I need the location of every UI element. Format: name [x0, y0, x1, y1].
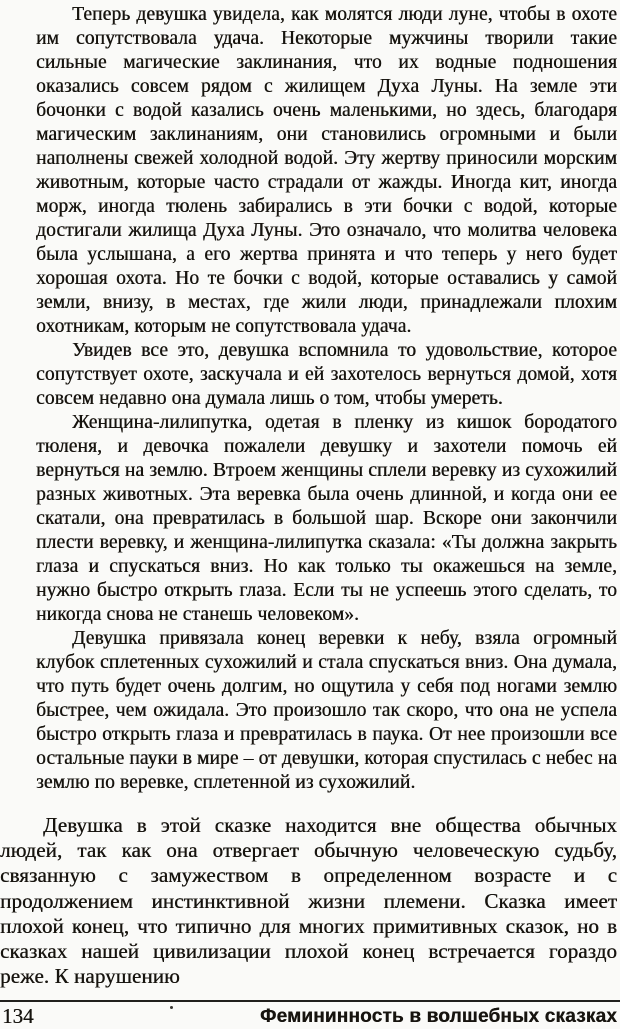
running-title: Фемининность в волшебных сказках	[260, 1006, 617, 1027]
story-excerpt	[36, 3, 617, 795]
story-paragraph-4: Девушка привязала конец веревки к небу, взяла огромный клубок сплетенных сухожилий и стала спускаться вниз. Она думала, что путь будет очень долгим, но ощутила у себя под ногами землю быстрее, чем ожидала. Это произошло так скоро, что она не успела быстро открыть глаза и превратилась в паука. От нее произошли все остальные пауки в мире – от девушки, которая спустилась с небес на землю по веревке, сплетенной из сухожилий.	[36, 628, 617, 793]
page-footer	[0, 1000, 620, 1029]
text-block	[0, 3, 617, 989]
commentary-paragraph: Девушка в этой сказке находится вне общества обычных людей, так как она отвергает обычную человеческую судьбу, связанную с замужеством в определенном возрасте и с продолжением инстинктивной жизни племени. Сказка имеет плохой конец, что типично для многих примитивных сказок, но в сказках нашей цивилизации плохой конец встречается гораздо реже. К нарушению	[0, 813, 617, 989]
story-paragraph-2: Увидев все это, девушка вспомнила то удовольствие, которое сопутствует охоте, заскучала и ей захотелось вернуться домой, хотя совсем недавно она думала лишь о том, чтобы умереть.	[36, 340, 617, 409]
story-paragraph-3: Женщина-лилипутка, одетая в пленку из кишок бородатого тюленя, и девочка пожалели девушку и захотели помочь ей вернуться на землю. Втроем женщины сплели веревку из сухожилий разных животных. Эта веревка была очень длинной, и когда они ее скатали, она превратилась в большой шар. Вскоре они закончили плести веревку, и женщина-лилипутка сказала: «Ты должна закрыть глаза и спускаться вниз. Но как только ты окажешься на земле, нужно быстро открыть глаза. Если ты не успеешь этого сделать, то никогда снова не станешь человеком».	[36, 412, 617, 625]
page-number: 134	[2, 1004, 34, 1028]
commentary	[0, 813, 617, 989]
story-paragraph-1: Теперь девушка увидела, как молятся люди луне, чтобы в охоте им сопутствовала удача. Некоторые мужчины творили такие сильные магические заклинания, что их водные подношения оказались совсем рядом с жилищем Духа Луны. На земле эти бочонки с водой казались очень маленькими, но здесь, благодаря магическим заклинаниям, они становились огромными и были наполнены свежей холодной водой. Эту жертву приносили морским животным, которые часто страдали от жажды. Иногда кит, иногда морж, иногда тюлень забирались в эти бочки с водой, которые достигали жилища Духа Луны. Это означало, что молитва человека была услышана, а его жертва принята и что теперь у него будет хорошая охота. Но те бочки с водой, которые оставались у самой земли, внизу, в местах, где жили люди, принадлежали плохим охотникам, которым не сопутствовала удача.	[36, 4, 617, 337]
footer-row	[0, 1002, 620, 1029]
